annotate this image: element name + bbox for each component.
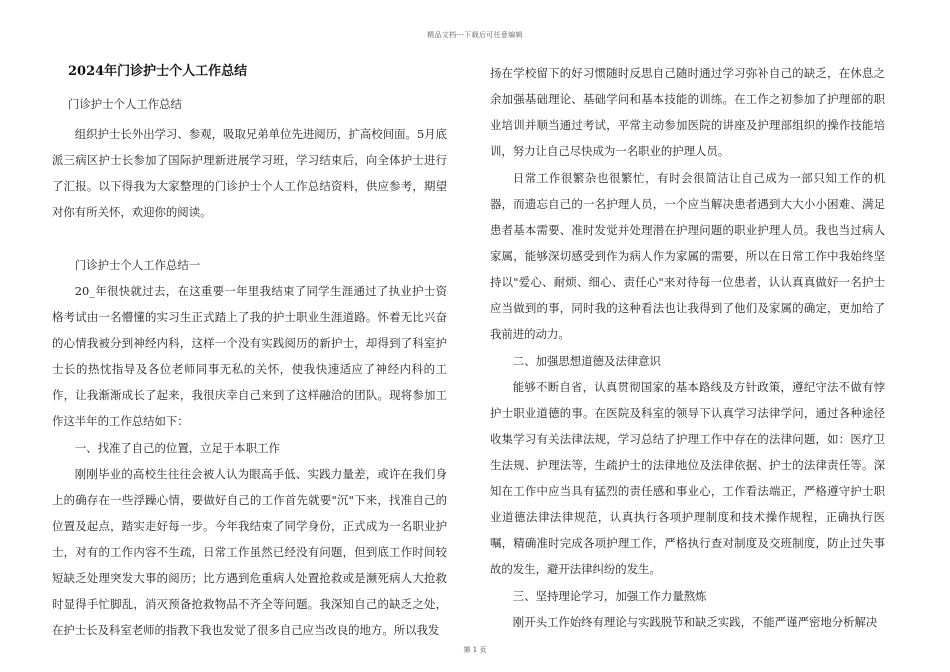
document-subtitle: 门诊护士个人工作总结 <box>68 97 182 111</box>
page-number: 第 1 页 <box>463 646 487 654</box>
section-heading: 一、找准了自己的位置，立足于本职工作 <box>74 441 280 455</box>
paragraph: 刚开头工作始终有理论与实践脱节和缺乏实践，不能严谨严密地分析解决 <box>512 615 878 629</box>
right-column <box>490 60 885 636</box>
paragraph-continued: 扬在学校留下的好习惯随时反思自己随时通过学习弥补自己的缺乏，在休息之余加强基础理论、基础学问和基本技能的训练。在工作之初参加了护理部的职业培训并顺当通过考试，平常主动参加医院的讲座及护理部组织的操作技能培训，努力让自己尽快成为一名职业的护理人员。 <box>490 66 885 158</box>
section-title: 门诊护士个人工作总结一 <box>74 258 201 272</box>
paragraph: 刚刚毕业的高校生往往会被人认为眼高手低、实践力量差，或许在我们身上的确存在一些浮躁心情，要做好自己的工作首先就要"沉"下来，找准自己的位置及起点，踏实走好每一步。今年我结束了同学身份，正式成为一名职业护士，对有的工作内容不生疏，日常工作虽然已经没有问题，但到底工作时间较短缺乏处理突发大事的阅历；比方遇到危重病人处置抢救或是濒死病人大抢救时显得手忙脚乱，消灭预备抢救物品不齐全等问题。我深知自己的缺乏之处，在护士长及科室老师的指教下我也发觉了很多自己应当改良的地方。所以我发 <box>52 467 447 637</box>
section-heading: 二、加强思想道德及法律意识 <box>512 354 661 368</box>
paragraph: 组织护士长外出学习、参观，吸取兄弟单位先进阅历，扩高校间面。5月底派三病区护士长参加了国际护理新进展学习班，学习结束后，向全体护士进行了汇报。以下得我为大家整理的门诊护士个人工作总结资料，供应参考，期望对你有所关怀，欢迎你的阅读。 <box>52 127 447 219</box>
paragraph: 能够不断自省，认真贯彻国家的基本路线及方针政策，遵纪守法不做有悖护士职业道德的事。在医院及科室的领导下认真学习法律学问，通过各种途径收集学习有关法律法规，学习总结了护理工作中存在的法律问题，如：医疗卫生法规、护理法等，生疏护士的法律地位及法律依据、护士的法律责任等。深知在工作中应当具有猛烈的责任感和事业心，工作看法端正，严格遵守护士职业道德法律法律规范，认真执行各项护理制度和技术操作规程，正确执行医嘱，精确准时完成各项护理工作，严格执行查对制度及交班制度，防止过失事故的发生，避开法律纠纷的发生。 <box>490 380 885 576</box>
paragraph: 20_年很快就过去，在这重要一年里我结束了同学生涯通过了执业护士资格考试由一名懵懂的实习生正式踏上了我的护士职业生涯道路。怀着无比兴奋的心情我被分到神经内科，这样一个没有实践阅历的新护士，却得到了科室护士长的热忱指导及各位老师同事无私的关怀，使我快速适应了神经内科的工作，让我渐渐成长了起来，我很庆幸自己来到了这样融洽的团队。现将参加工作这半年的工作总结如下： <box>52 284 447 428</box>
document-title: 2024年门诊护士个人工作总结 <box>68 64 248 79</box>
paragraph: 日常工作很繁杂也很繁忙，有时会很简洁让自己成为一部只知工作的机器，而遗忘自己的一名护理人员，一个应当解决患者遇到大大小小困难、满足患者基本需要、准时发觉并处理潜在护理问题的职业护理人员。我也当过病人家属，能够深切感受到作为病人作为家属的需要，所以在日常工作中我始终坚持以"爱心、耐烦、细心、责任心"来对待每一位患者，认认真真做好一名护士应当做到的事，同时我的这种看法也让我得到了他们及家属的确定，更加给了我前进的动力。 <box>490 171 885 341</box>
blank-line <box>52 226 447 252</box>
page-header-note: 精品文档---下载后可任意编辑 <box>427 31 523 39</box>
section-heading: 三、坚持理论学习，加强工作力量熬炼 <box>512 589 707 603</box>
left-column <box>52 60 447 644</box>
